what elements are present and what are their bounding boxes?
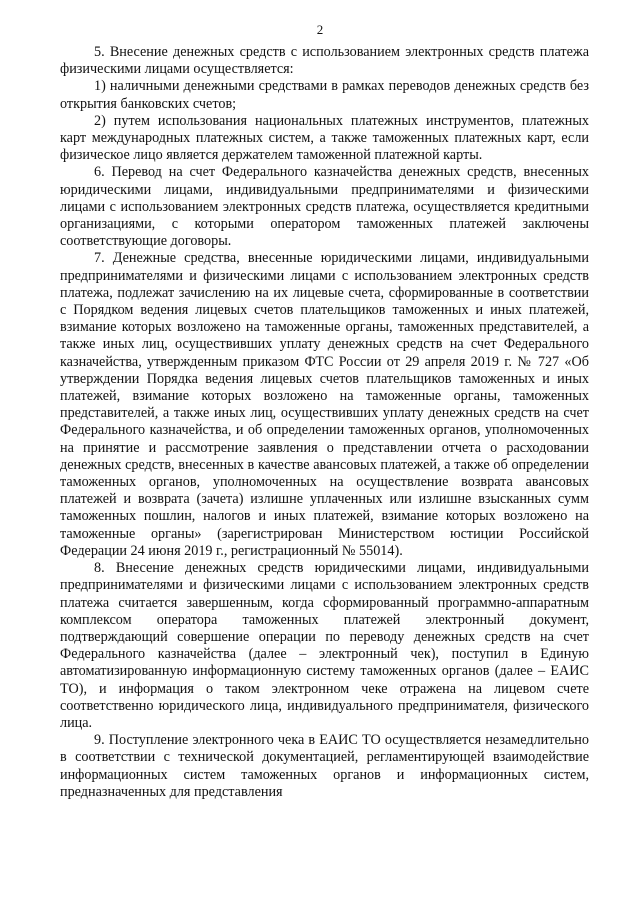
- page-number: 2: [316, 22, 324, 37]
- document-body: [60, 44, 589, 801]
- paragraph-7: 7. Денежные средства, внесенные юридическими лицами, индивидуальными предпринимателями и физическими лицами с использованием электронных средств платежа, подлежат зачислению на их лицевые счета, сформированные в соответствии с Порядком ведения лицевых счетов плательщиков таможенных и иных платежей, взимание которых возложено на таможенные органы, таможенных представителей, а также иных лиц, осуществивших уплату денежных средств на счет Федерального казначейства, утвержденным приказом ФТС России от 29 апреля 2019 г. № 727 «Об утверждении Порядка ведения лицевых счетов плательщиков таможенных и иных платежей, взимание которых возложено на таможенные органы, таможенных представителей, а также иных лиц, осуществивших уплату денежных средств на счет Федерального казначейства, и об определении таможенных органов, уполномоченных на принятие и рассмотрение заявления о представлении отчета о расходовании денежных средств, внесенных в качестве авансовых платежей, а также об определении таможенных органов, уполномоченных на осуществление возврата авансовых платежей и возврата (зачета) излишне уплаченных или излишне взысканных сумм таможенных пошлин, налогов и иных платежей, взимание которых возложено на таможенные органы» (зарегистрирован Министерством юстиции Российской Федерации 24 июня 2019 г., регистрационный № 55014).: [60, 250, 589, 559]
- paragraph-9: 9. Поступление электронного чека в ЕАИС ТО осуществляется незамедлительно в соответствии с технической документацией, регламентирующей взаимодействие информационных систем таможенных органов и информационных систем, предназначенных для представления: [60, 732, 589, 800]
- paragraph-5: 5. Внесение денежных средств с использованием электронных средств платежа физическими лицами осуществляется:: [60, 44, 589, 78]
- paragraph-6: 6. Перевод на счет Федерального казначейства денежных средств, внесенных юридическими лицами, индивидуальными предпринимателями и физическими лицами с использованием электронных средств платежа, осуществляется кредитными организациями, с которыми оператором таможенных платежей заключены соответствующие договоры.: [60, 164, 589, 250]
- paragraph-5-item-2: 2) путем использования национальных платежных инструментов, платежных карт международных платежных систем, а также таможенных платежных карт, если физическое лицо является держателем таможенной платежной карты.: [60, 112, 589, 164]
- paragraph-8: 8. Внесение денежных средств юридическими лицами, индивидуальными предпринимателями и физическими лицами с использованием электронных средств платежа считается завершенным, когда сформированный программно-аппаратным комплексом оператора таможенных платежей электронный документ, подтверждающий совершение операции по переводу денежных средств на счет Федерального казначейства (далее – электронный чек), поступил в Единую автоматизированную информационную систему таможенных органов (далее – ЕАИС ТО), и информация о таком электронном чеке отражена на лицевом счете соответственно юридического лица, индивидуального предпринимателя, физического лица.: [60, 560, 589, 731]
- paragraph-5-item-1: 1) наличными денежными средствами в рамках переводов денежных средств без открытия банковских счетов;: [60, 78, 589, 112]
